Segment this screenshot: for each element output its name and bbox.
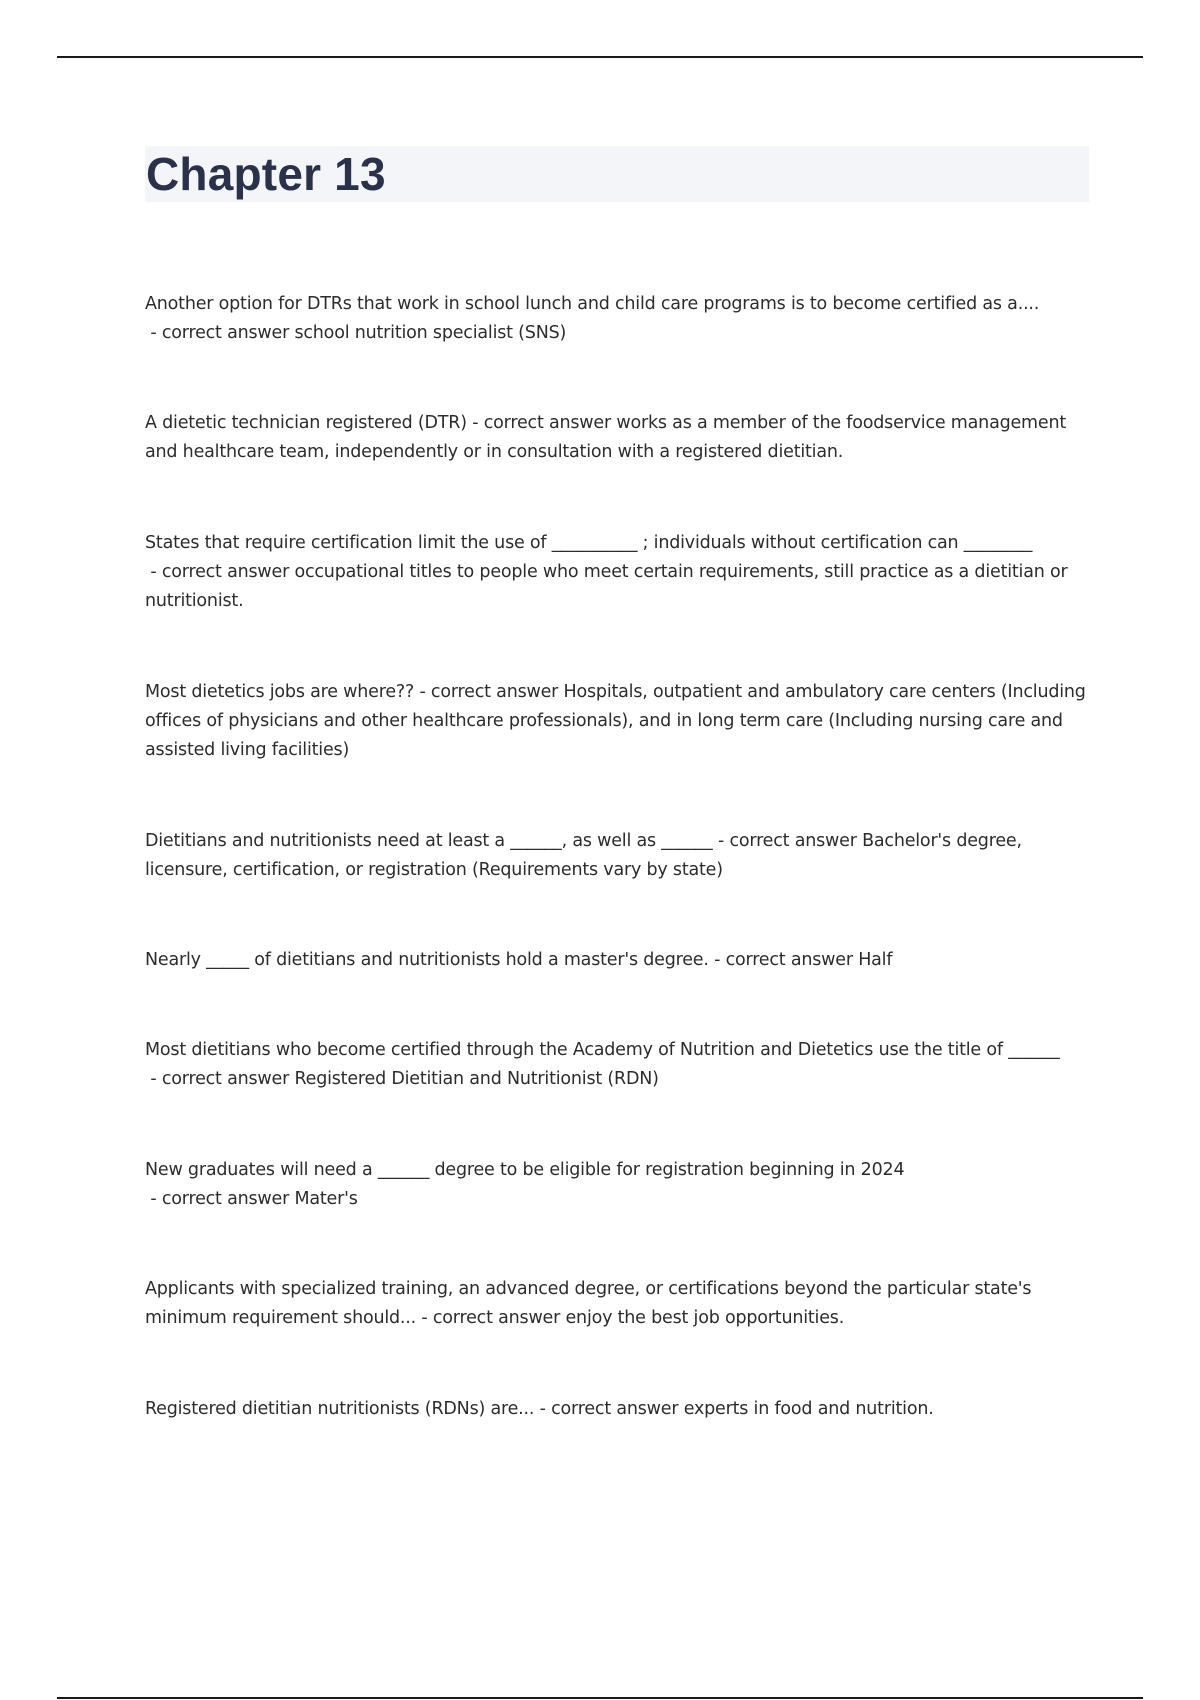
answer-separator: - correct answer bbox=[712, 831, 863, 851]
answer-text: Registered Dietitian and Nutritionist (RDN) bbox=[294, 1069, 659, 1089]
qa-item bbox=[145, 1395, 934, 1424]
answer-separator: - correct answer bbox=[534, 1399, 684, 1419]
answer-separator: - correct answer bbox=[145, 1189, 295, 1209]
qa-item bbox=[145, 1156, 1090, 1214]
answer-separator: - correct answer bbox=[145, 323, 295, 343]
answer-text: school nutrition specialist (SNS) bbox=[294, 323, 567, 343]
answer-text: works as a member of the foodservice management and healthcare team, independently or in consultation with a registered dietitian. bbox=[145, 413, 1067, 462]
question-text: Applicants with specialized training, an advanced degree, or certifications beyond the particular state's minimum requirement should... bbox=[145, 1279, 1032, 1328]
answer-text: Hospitals, outpatient and ambulatory care centers (Including offices of physicians and other healthcare professionals), and in long term care (Including nursing care and assisted living facilities) bbox=[145, 682, 1086, 760]
page-title: Chapter 13 bbox=[146, 148, 386, 200]
answer-text: Half bbox=[858, 950, 893, 970]
question-text: Another option for DTRs that work in school lunch and child care programs is to become certified as a.... bbox=[145, 294, 1040, 314]
qa-item bbox=[145, 1036, 1090, 1094]
bottom-rule bbox=[57, 1697, 1143, 1699]
answer-text: experts in food and nutrition. bbox=[683, 1399, 934, 1419]
question-text: Dietitians and nutritionists need at least a ______, as well as ______ bbox=[145, 831, 713, 851]
answer-text: Mater's bbox=[294, 1189, 358, 1209]
answer-separator: - correct answer bbox=[145, 562, 295, 582]
qa-item bbox=[145, 827, 1090, 885]
qa-item bbox=[145, 409, 1090, 467]
answer-separator: - correct answer bbox=[708, 950, 859, 970]
question-text: Most dietetics jobs are where?? bbox=[145, 682, 415, 702]
question-text: States that require certification limit the use of __________ ; individuals without certification can ________ bbox=[145, 533, 1033, 553]
answer-separator: - correct answer bbox=[145, 1069, 295, 1089]
qa-item bbox=[145, 946, 892, 975]
question-text: Registered dietitian nutritionists (RDNs) are... bbox=[145, 1399, 535, 1419]
top-rule bbox=[57, 56, 1143, 58]
question-text: New graduates will need a ______ degree to be eligible for registration beginning in 2024 bbox=[145, 1160, 905, 1180]
question-text: Most dietitians who become certified through the Academy of Nutrition and Dietetics use the title of ______ bbox=[145, 1040, 1060, 1060]
answer-separator: - correct answer bbox=[466, 413, 617, 433]
question-text: Nearly _____ of dietitians and nutritionists hold a master's degree. bbox=[145, 950, 709, 970]
qa-item bbox=[145, 290, 1090, 348]
answer-text: enjoy the best job opportunities. bbox=[565, 1308, 845, 1328]
answer-text: occupational titles to people who meet certain requirements, still practice as a dietitian or nutritionist. bbox=[145, 562, 1068, 611]
question-text: A dietetic technician registered (DTR) bbox=[145, 413, 467, 433]
qa-item bbox=[145, 1275, 1090, 1333]
answer-text: Bachelor's degree, licensure, certification, or registration (Requirements vary by state) bbox=[145, 831, 1022, 880]
answer-separator: - correct answer bbox=[416, 1308, 566, 1328]
qa-item bbox=[145, 529, 1090, 616]
answer-separator: - correct answer bbox=[414, 682, 564, 702]
qa-item bbox=[145, 678, 1090, 765]
